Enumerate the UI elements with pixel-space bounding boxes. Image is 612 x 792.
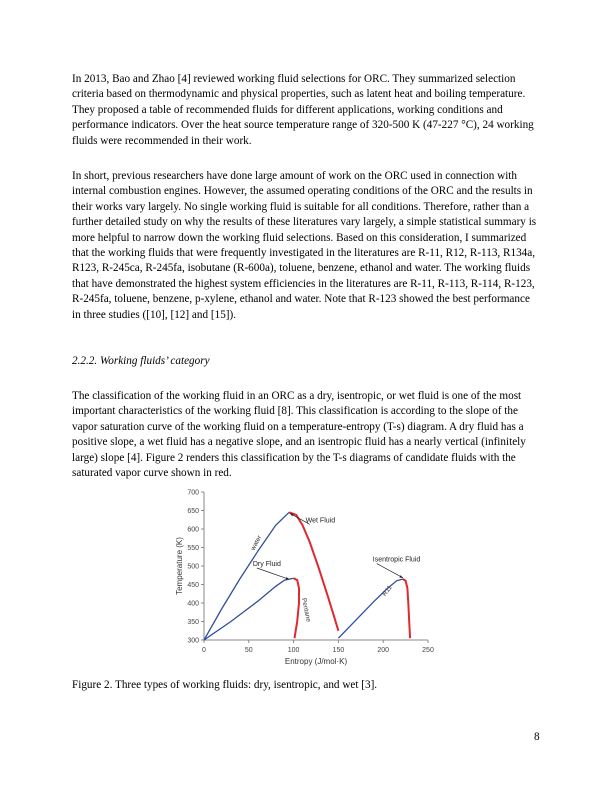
annotation-arrowhead-dry-fluid (286, 577, 289, 580)
section-heading: 2.2.2. Working fluids’ category (72, 355, 210, 367)
annotation-wet-fluid: Wet Fluid (305, 517, 336, 525)
paragraph-bao-zhao: In 2013, Bao and Zhao [4] reviewed working fluid selections for ORC. They summarized selection criteria based on thermodynamic and physical properties, such as latent heat and boiling temperature. They proposed a table of recommended fluids for different applications, working conditions and performance indicators. Over the heat source temperature range of 320-500 K (47-227 °C), 24 working fluids were recommended in their work. (72, 73, 534, 147)
pentane-liquid-line (204, 578, 294, 640)
annotation-dry-fluid: Dry Fluid (252, 561, 281, 568)
x-tick-label: 250 (422, 647, 434, 654)
annotation-isentropic-fluid: Isentropic Fluid (372, 556, 421, 564)
y-tick-label: 450 (187, 582, 199, 589)
paragraph-summary: In short, previous researchers have done large amount of work on the ORC used in connection with internal combustion engines. However, the assumed operating conditions of the ORC and the results in their works vary largely. No single working fluid is suitable for all conditions. Therefore, rather than a further detailed study on why the results of these literatures vary largely, a simple statistical summary is more helpful to narrow down the working fluid selections. Based on this consideration, I summarized that the working fluids that were frequently investigated in the literatures are R-11, R12, R-113, R134a, R123, R-245ca, R-245fa, isobutane (R-600a), toluene, benzene, ethanol and water. The working fluids that have demonstrated the highest system efficiencies in the literatures are R-11, R-113, R-114, R-123, R-245fa, toluene, benzene, p-xylene, ethanol and water. Note that R-123 showed the best performance in three studies ([10], [12] and [15]). (72, 170, 537, 321)
y-tick-label: 350 (187, 619, 199, 626)
water-liquid-line (204, 512, 289, 640)
water-vapor-line (289, 512, 338, 631)
pentane-vapor-line (294, 578, 299, 638)
annotation-arrow-dry-fluid (257, 568, 289, 579)
chart-axes (175, 490, 434, 667)
y-tick-label: 650 (187, 508, 199, 515)
r11-vapor-line (403, 579, 410, 638)
ts-diagram-figure (174, 486, 438, 672)
y-tick-label: 300 (187, 637, 199, 645)
x-tick-label: 50 (244, 647, 253, 654)
series-label-pentane: Pentane (299, 597, 312, 623)
x-axis-label: Entropy (J/mol·K) (284, 657, 348, 666)
annotation-arrow-isentropic-fluid (377, 564, 403, 578)
y-tick-label: 400 (187, 600, 199, 608)
y-axis-label: Temperature (K) (175, 537, 184, 595)
y-tick-label: 600 (187, 526, 199, 534)
y-tick-label: 500 (187, 563, 199, 571)
x-tick-label: 150 (332, 647, 345, 654)
series-label-water: water (249, 534, 264, 552)
y-tick-label: 700 (187, 489, 199, 497)
y-tick-label: 550 (187, 545, 199, 552)
r11-liquid-line (338, 579, 403, 638)
x-tick-label: 0 (202, 647, 206, 654)
figure-caption: Figure 2. Three types of working fluids: dry, isentropic, and wet [3]. (72, 679, 378, 691)
paragraph-classification: The classification of the working fluid in an ORC as a dry, isentropic, or wet fluid is one of the most important characteristics of the working fluid [8]. This classification is according to the slope of the vapor saturation curve of the working fluid on a temperature-entropy (T-s) diagram. A dry fluid has a positive slope, a wet fluid has a negative slope, and an isentropic fluid has a nearly vertical (infinitely large) slope [4]. Figure 2 renders this classification by the T-s diagrams of candidate fluids with the saturated vapor curve shown in red. (72, 390, 526, 480)
x-tick-label: 100 (287, 647, 300, 654)
chart-labels (249, 513, 420, 623)
x-tick-label: 200 (377, 647, 390, 654)
series-label-r11: R11 (381, 584, 394, 598)
page-number: 8 (534, 731, 540, 743)
